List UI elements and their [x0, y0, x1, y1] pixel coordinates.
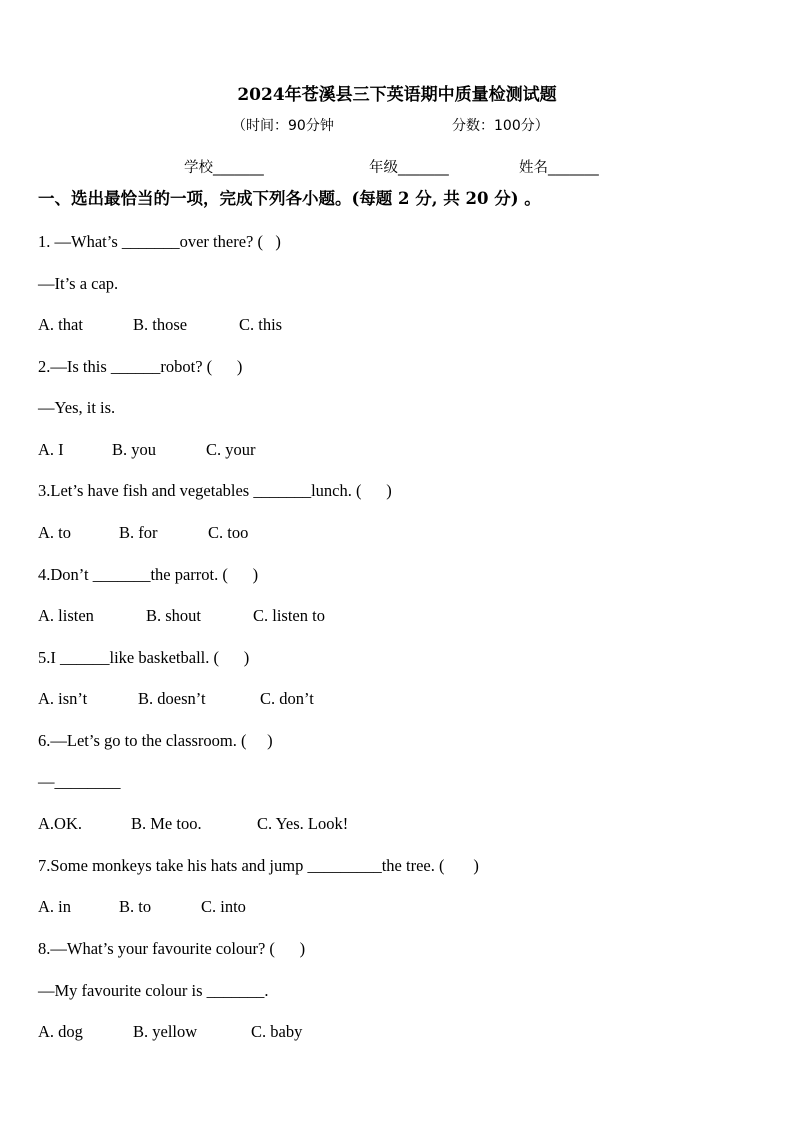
exam-title: 2024年苍溪县三下英语期中质量检测试题 — [237, 85, 557, 105]
option-b: B. for — [119, 523, 158, 542]
option-c: C. too — [208, 523, 249, 542]
question-reply: —Yes, it is. — [38, 398, 116, 417]
question-stem: 1. —What’s _______over there? ( ) — [38, 232, 281, 251]
option-a: A. dog — [38, 1022, 83, 1041]
exam-score: 分数：100分） — [452, 118, 549, 134]
question-stem: 6.—Let’s go to the classroom. ( ) — [38, 731, 273, 750]
option-c: C. Yes. Look! — [257, 814, 349, 833]
question-stem: 7.Some monkeys take his hats and jump _________the tree. ( ) — [38, 856, 479, 875]
grade-field: 年级_______ — [369, 160, 449, 176]
option-c: C. baby — [251, 1022, 303, 1041]
option-b: B. to — [119, 897, 152, 916]
option-a: A. listen — [38, 606, 94, 625]
question-reply: —My favourite colour is _______. — [38, 981, 269, 1000]
option-a: A. to — [38, 523, 71, 542]
option-b: B. Me too. — [131, 814, 202, 833]
question-stem: 5.I ______like basketball. ( ) — [38, 648, 250, 667]
option-a: A.OK. — [38, 814, 82, 833]
question-stem: 2.—Is this ______robot? ( ) — [38, 357, 243, 376]
school-field: 学校_______ — [184, 160, 264, 176]
option-c: C. this — [239, 315, 283, 334]
section-heading: 一、选出最恰当的一项，完成下列各小题。(每题 2 分, 共 20 分) 。 — [38, 189, 541, 208]
question-reply: —It’s a cap. — [38, 274, 119, 293]
option-c: C. listen to — [253, 606, 325, 625]
option-b: B. doesn’t — [138, 689, 206, 708]
exam-time: （时间：90分钟 — [232, 118, 334, 134]
option-a: A. in — [38, 897, 71, 916]
question-stem: 3.Let’s have fish and vegetables _______lunch. ( ) — [38, 481, 392, 500]
option-c: C. your — [206, 440, 256, 459]
option-b: B. you — [112, 440, 157, 459]
question-stem: 4.Don’t _______the parrot. ( ) — [38, 565, 259, 584]
option-b: B. shout — [146, 606, 202, 625]
option-a: A. I — [38, 440, 64, 459]
question-stem: 8.—What’s your favourite colour? ( ) — [38, 939, 306, 958]
option-a: A. that — [38, 315, 83, 334]
option-b: B. those — [133, 315, 188, 334]
option-a: A. isn’t — [38, 689, 88, 708]
question-reply: —________ — [38, 772, 121, 791]
option-b: B. yellow — [133, 1022, 198, 1041]
option-c: C. into — [201, 897, 246, 916]
name-field: 姓名_______ — [519, 160, 599, 176]
option-c: C. don’t — [260, 689, 314, 708]
